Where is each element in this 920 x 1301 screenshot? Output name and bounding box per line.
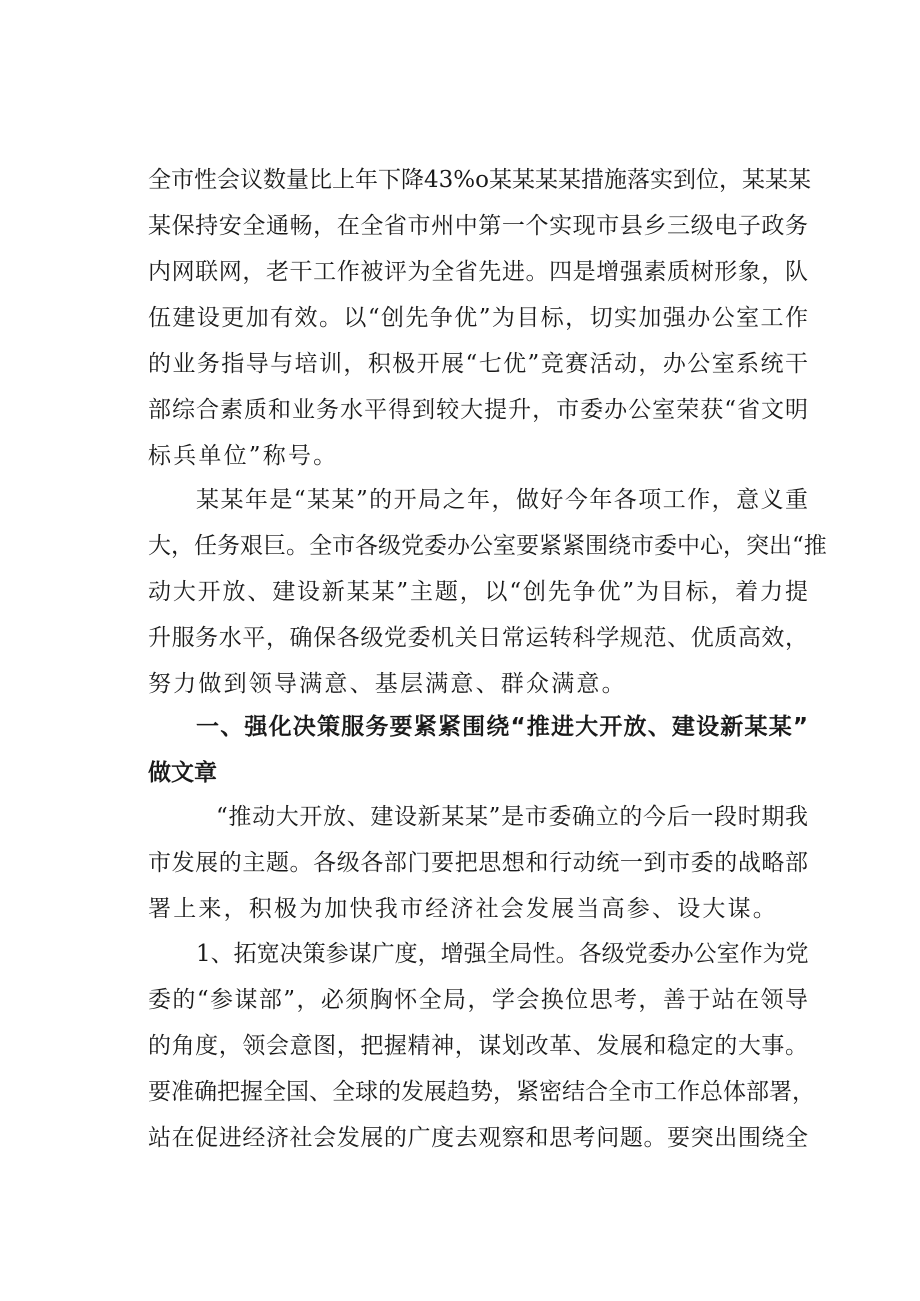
body-line: 署上来，积极为加快我市经济社会发展当高参、设大谋。 [148,896,778,922]
body-line: 努力做到领导满意、基层满意、群众满意。 [148,671,627,697]
body-line: 1、拓宽决策参谋广度，增强全局性。各级党委办公室作为党 [196,941,809,967]
body-line: 内网联网，老干工作被评为全省先进。四是增强素质树形象，队 [148,259,808,285]
body-line: 站在促进经济社会发展的广度去观察和思考问题。要突出围绕全 [148,1125,808,1151]
body-line: 大，任务艰巨。全市各级党委办公室要紧紧围绕市委中心，突出“推 [148,533,827,559]
body-line: “推动大开放、建设新某某”是市委确立的今后一段时期我 [216,804,808,830]
body-line: 的业务指导与培训，积极开展“七优”竞赛活动，办公室系统干 [148,351,808,377]
section-heading: 一、强化决策服务要紧紧围绕“推进大开放、建设新某某” [196,714,808,740]
body-line: 部综合素质和业务水平得到较大提升，市委办公室荣获“省文明 [148,397,808,423]
body-line: 升服务水平，确保各级党委机关日常运转科学规范、优质高效， [148,625,808,651]
body-line: 动大开放、建设新某某”主题，以“创先争优”为目标，着力提 [148,579,808,605]
section-heading-cont: 做文章 [148,760,217,786]
body-line: 标兵单位”称号。 [148,443,339,469]
body-line: 委的“参谋部”，必须胸怀全局，学会换位思考，善于站在领导 [148,987,808,1013]
body-line: 市发展的主题。各级各部门要把思想和行动统一到市委的战略部 [148,850,808,876]
body-line: 伍建设更加有效。以“创先争优”为目标，切实加强办公室工作 [148,305,808,331]
body-line: 的角度，领会意图，把握精神，谋划改革、发展和稳定的大事。 [148,1033,808,1059]
body-line: 全市性会议数量比上年下降43%o某某某某措施落实到位，某某某 [148,167,811,193]
body-line: 某保持安全通畅，在全省市州中第一个实现市县乡三级电子政务 [148,213,808,239]
body-line: 某某年是“某某”的开局之年，做好今年各项工作，意义重 [196,487,808,513]
body-line: 要准确把握全国、全球的发展趋势，紧密结合全市工作总体部署， [148,1079,815,1105]
